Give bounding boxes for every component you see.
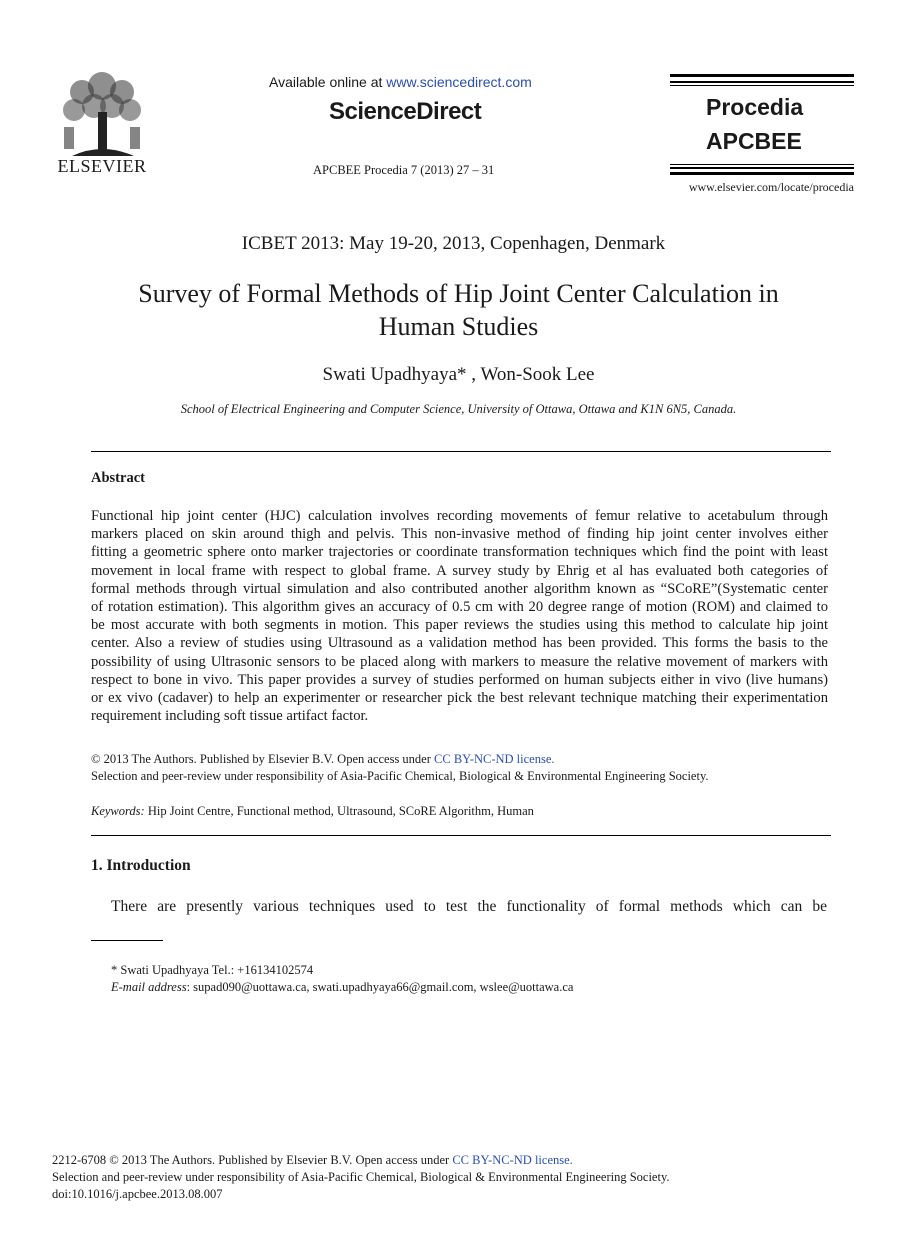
introduction-heading: 1. Introduction — [91, 857, 191, 874]
abstract-line: requirement including soft tissue artifact factor. — [91, 708, 369, 725]
sciencedirect-logo: ScienceDirect — [329, 98, 482, 125]
paper-title-line1: Survey of Formal Methods of Hip Joint Center Calculation in — [138, 279, 779, 308]
abstract-line: formal methods through virtual simulation and also contributed another algorithm known as “SCoRE”(Systematic center — [91, 580, 828, 597]
abstract-line: be most accurate with both segments in motion. This paper reviews the studies using this method to calculate hip joint — [91, 617, 828, 634]
conference-line: ICBET 2013: May 19-20, 2013, Copenhagen, Denmark — [241, 233, 666, 254]
abstract-line: Functional hip joint center (HJC) calculation involves recording movements of femur relative to acetabulum through — [91, 508, 828, 524]
journal-name-line2: APCBEE — [706, 128, 802, 154]
abstract-line: respect to bone in vivo. This paper provides a survey of studies performed on human subjects either in vivo (live humans) — [91, 671, 828, 688]
abstract-line: of rotation estimation). This algorithm gives an accuracy of 0.5 cm with 20 degree range of motion (ROM) and claimed to — [91, 599, 828, 616]
paper-title-line2: Human Studies — [378, 312, 539, 341]
footnote-rule — [91, 940, 163, 941]
abstract-line: markers placed on skin around thigh and pelvis. This non-invasive method of finding hip joint center involves either — [91, 526, 828, 543]
sciencedirect-link[interactable]: www.sciencedirect.com — [386, 74, 532, 90]
copyright-line2: Selection and peer-review under responsibility of Asia-Pacific Chemical, Biological & Environmental Engineering Society. — [91, 769, 709, 783]
abstract-top-rule — [91, 451, 831, 452]
footer-license-link[interactable]: CC BY-NC-ND license. — [452, 1153, 573, 1167]
footer-doi[interactable]: doi:10.1016/j.apcbee.2013.08.007 — [52, 1187, 223, 1201]
footer-line1: 2212-6708 © 2013 The Authors. Published by Elsevier B.V. Open access under CC BY-NC-ND license. — [52, 1153, 573, 1167]
keywords-label: Keywords: — [91, 804, 145, 818]
available-online: Available online at www.sciencedirect.com — [269, 74, 532, 90]
journal-citation: APCBEE Procedia 7 (2013) 27 – 31 — [313, 163, 495, 177]
journal-url[interactable]: www.elsevier.com/locate/procedia — [688, 180, 854, 194]
keywords — [91, 804, 534, 819]
elsevier-logo — [52, 72, 152, 180]
abstract-line: possibility of using Ultrasonic sensors to be placed along with markers to measure the relative movement of markers with — [91, 653, 828, 670]
keywords-text: Hip Joint Centre, Functional method, Ultrasound, SCoRE Algorithm, Human — [144, 804, 534, 818]
footnote-email — [111, 980, 573, 995]
footnote-author: * Swati Upadhyaya Tel.: +16134102574 — [111, 963, 314, 977]
affiliation: School of Electrical Engineering and Computer Science, University of Ottawa, Ottawa and K1N 6N5, Canada. — [180, 402, 737, 416]
authors: Swati Upadhyaya* , Won-Sook Lee — [322, 364, 595, 385]
abstract-body — [91, 507, 828, 725]
email-addresses: : supad090@uottawa.ca, swati.upadhyaya66@gmail.com, wslee@uottawa.ca — [186, 980, 574, 994]
elsevier-logo-text: ELSEVIER — [57, 156, 147, 176]
abstract-bottom-rule — [91, 835, 831, 836]
footer-line2: Selection and peer-review under responsibility of Asia-Pacific Chemical, Biological & Environmental Engineering Society. — [52, 1170, 670, 1184]
abstract-line: or ex vivo (cadaver) to help an experimenter or researcher pick the best relevant technique matching their experimentation — [91, 690, 828, 707]
elsevier-tree-icon — [52, 72, 152, 160]
journal-badge — [670, 74, 854, 179]
license-link[interactable]: CC BY-NC-ND license. — [434, 752, 555, 766]
journal-name-line1: Procedia — [706, 94, 804, 120]
copyright-line1: © 2013 The Authors. Published by Elsevier B.V. Open access under CC BY-NC-ND license. — [91, 752, 555, 766]
abstract-line: fitting a geometric sphere onto marker trajectories or coordinate transformation techniques which find the point with least — [91, 544, 828, 561]
abstract-line: center. Also a review of studies using Ultrasound as a validation method has been provided. This forms the basis to the — [91, 635, 828, 652]
introduction-first-line: There are presently various techniques used to test the functionality of formal methods which can be — [111, 898, 827, 915]
abstract-heading: Abstract — [91, 470, 145, 486]
abstract-line: movement in local frame with respect to global frame. A survey study by Ehrig et al has evaluated both categories of — [91, 562, 828, 579]
email-label: E-mail address — [111, 980, 187, 994]
